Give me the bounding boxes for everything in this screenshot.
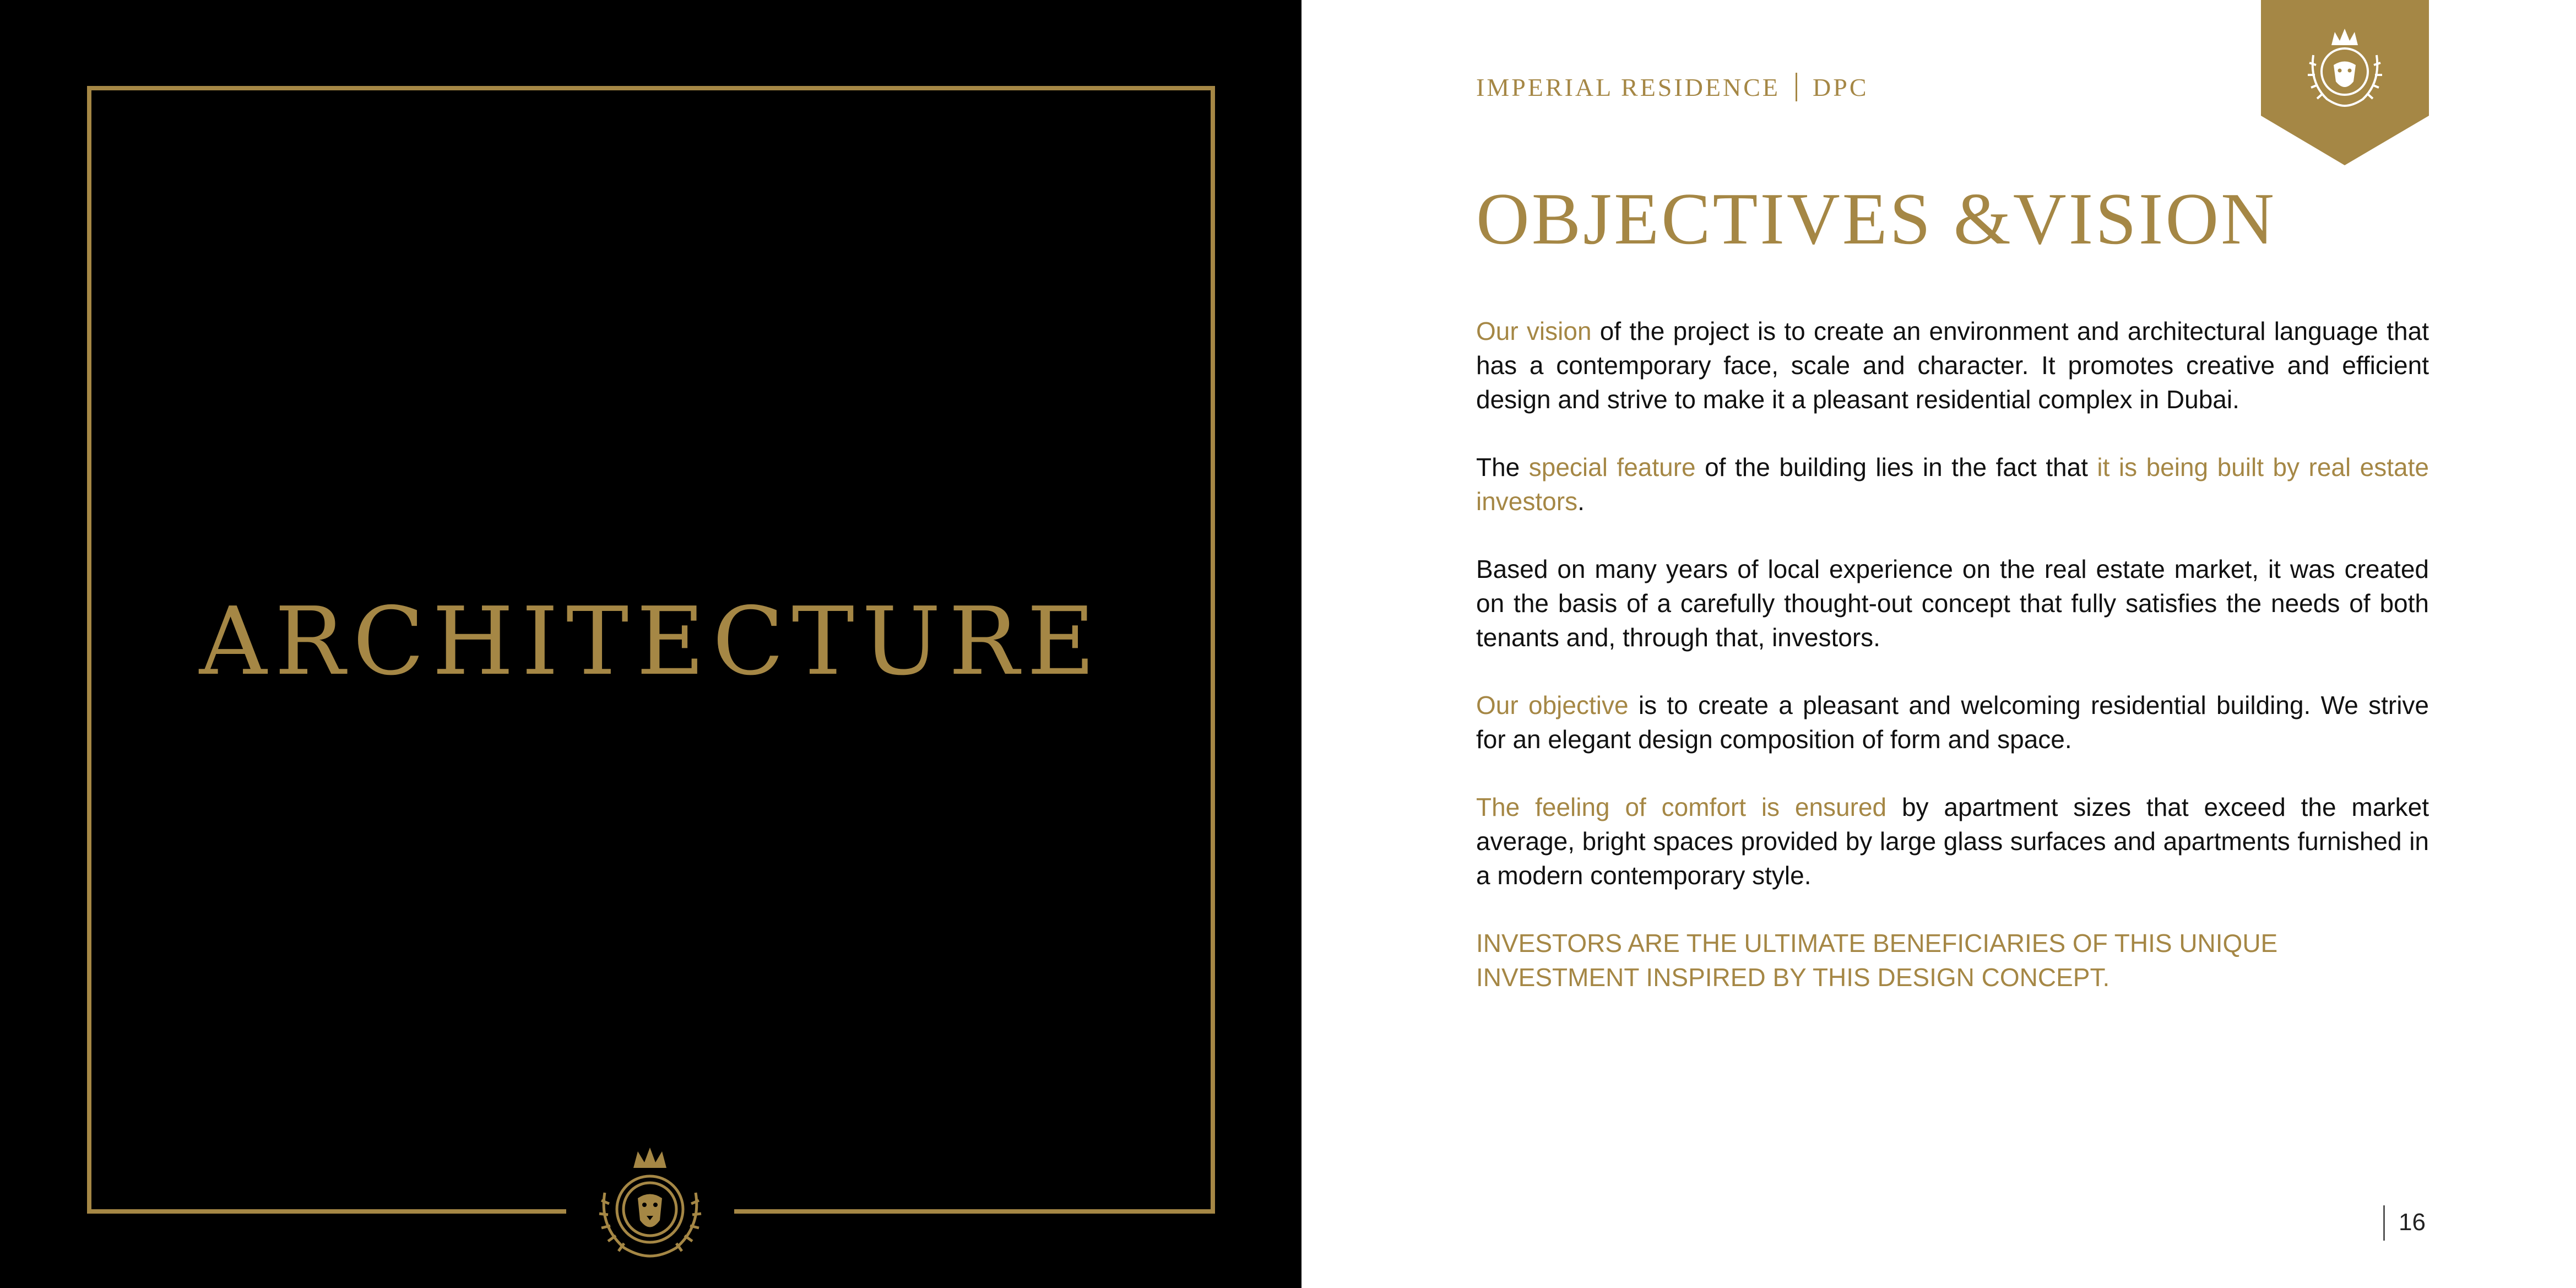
header-sub: DPC xyxy=(1813,73,1869,101)
paragraph-text: is to create a pleasant and welcoming residential building. We strive for an elegant design composition of form and space. xyxy=(1476,691,2429,754)
lion-badge-icon xyxy=(2261,0,2429,165)
frame-right-border xyxy=(1211,86,1215,1214)
paragraph-comfort xyxy=(1476,790,2429,892)
paragraph-text: The xyxy=(1476,453,1529,481)
frame-top-border xyxy=(87,86,1215,90)
frame-bottom-border-left xyxy=(87,1209,566,1214)
paragraph-text: of the building lies in the fact that xyxy=(1695,453,2097,481)
page-title: OBJECTIVES &VISION xyxy=(1476,178,2276,259)
highlight-vision: Our vision xyxy=(1476,317,1592,345)
page-number-divider xyxy=(2383,1205,2385,1241)
header-separator xyxy=(1796,73,1797,101)
highlight-special-feature: special feature xyxy=(1528,453,1696,481)
body-text xyxy=(1476,314,2429,1028)
paragraph-investors-statement: INVESTORS ARE THE ULTIMATE BENEFICIARIES OF THIS UNIQUE INVESTMENT INSPIRED BY THIS DESIGN CONCEPT. xyxy=(1476,929,2278,992)
paragraph-text: of the project is to create an environment and architectural language that has a contemporary face, scale and character. It promotes creative and efficient design and strive to make it a pleasant residential complex in Dubai. xyxy=(1476,317,2429,414)
paragraph-text: Based on many years of local experience on the real estate market, it was created on the basis of a carefully thought-out concept that fully satisfies the needs of both tenants and, through that, investors. xyxy=(1476,555,2429,652)
page-number: 16 xyxy=(2399,1209,2426,1236)
header-brand: IMPERIAL RESIDENCE xyxy=(1476,73,1781,101)
highlight-objective: Our objective xyxy=(1476,691,1629,719)
header xyxy=(1476,71,1869,104)
paragraph-special-feature xyxy=(1476,450,2429,518)
section-title: ARCHITECTURE xyxy=(199,587,1103,696)
highlight-comfort: The feeling of comfort is ensured xyxy=(1476,793,1887,821)
frame-left-border xyxy=(87,86,91,1214)
lion-crest-icon xyxy=(583,1143,718,1262)
paragraph-experience xyxy=(1476,552,2429,654)
paragraph-text: by apartment sizes that exceed the market average, bright spaces provided by large glass surfaces and apartments furnished in a modern contemporary style. xyxy=(1476,793,2429,890)
highlight-investors: it is being built by real estate investors xyxy=(1476,453,2429,516)
paragraph-text: . xyxy=(1577,487,1585,516)
paragraph-objective xyxy=(1476,688,2429,756)
frame-bottom-border-right xyxy=(734,1209,1215,1214)
paragraph-vision xyxy=(1476,314,2429,416)
